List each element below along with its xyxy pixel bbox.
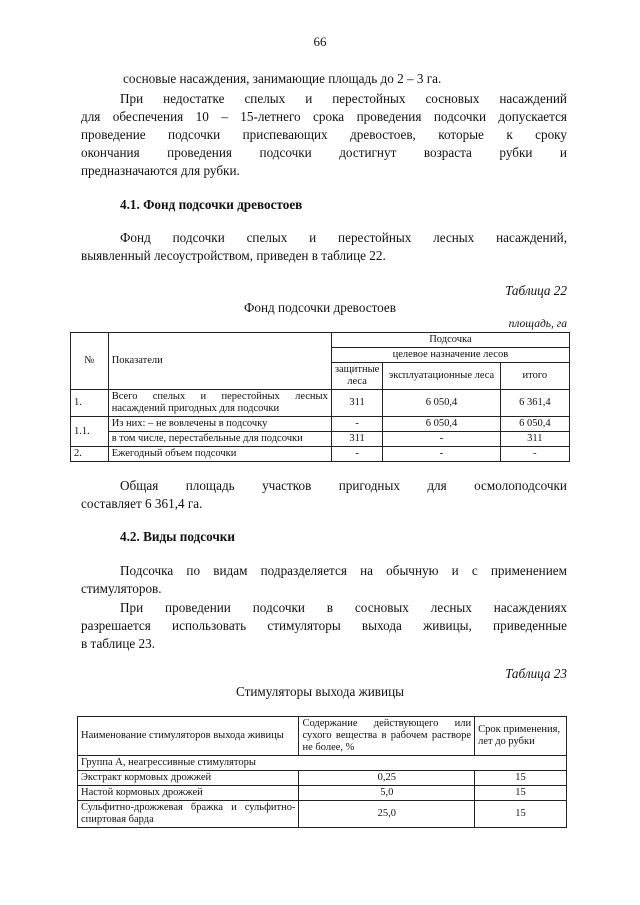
table-row <box>71 447 570 462</box>
group-label: Группа А, неагрессивные стимуляторы <box>78 756 567 771</box>
row-num: 2. <box>71 447 109 462</box>
row-content: 25,0 <box>299 801 475 828</box>
row-term: 15 <box>475 771 567 786</box>
text-line: Фонд подсочки спелых и перестойных лесных насаждений, <box>120 230 567 245</box>
row-value: - <box>331 417 382 432</box>
row-value: 311 <box>331 390 382 417</box>
text-line: Общая площадь участков пригодных для осмолоподсочки <box>120 478 567 493</box>
table-group-row <box>78 756 567 771</box>
header-col: защитные леса <box>331 363 382 390</box>
text-line: При проведении подсочки в сосновых лесных насаждениях <box>120 600 567 615</box>
table-row <box>71 432 570 447</box>
row-value: 6 361,4 <box>500 390 569 417</box>
row-value: - <box>383 432 500 447</box>
text-line: для обеспечения 10 – 15-летнего срока проведения подсочки допускается <box>81 109 567 124</box>
row-value: - <box>500 447 569 462</box>
text-line: окончания проведения подсочки достигнут возраста рубки и <box>81 145 567 160</box>
row-label: Из них: – не вовлечены в подсочку <box>108 417 331 432</box>
header-name: Наименование стимуляторов выхода живицы <box>78 717 299 756</box>
header-indicators: Показатели <box>108 333 331 390</box>
table-22-unit: площадь, га <box>508 318 567 330</box>
summary-paragraph <box>81 477 567 513</box>
header-num: № <box>71 333 109 390</box>
table-row <box>71 417 570 432</box>
text-line: разрешается использовать стимуляторы выхода живицы, приведенные <box>81 618 567 633</box>
text-line: При недостатке спелых и перестойных сосновых насаждений <box>120 91 567 106</box>
text-line: проведение подсочки приспевающих древостоев, которые к сроку <box>81 127 567 142</box>
table-22 <box>70 332 570 462</box>
row-label: Всего спелых и перестойных лесных насаждений пригодных для подсочки <box>108 390 331 417</box>
row-name: Настой кормовых дрожжей <box>78 786 299 801</box>
table-row <box>78 786 567 801</box>
table-header-row <box>71 333 570 348</box>
text-line: стимуляторов. <box>81 581 162 596</box>
header-col: эксплуатационные леса <box>383 363 500 390</box>
row-value: - <box>383 447 500 462</box>
text-line: выявленный лесоустройством, приведен в таблице 22. <box>81 248 386 263</box>
row-label: Ежегодный объем подсочки <box>108 447 331 462</box>
header-subgroup: целевое назначение лесов <box>331 348 569 363</box>
row-num: 1.1. <box>71 417 109 447</box>
row-value: - <box>331 447 382 462</box>
intro-paragraph <box>81 90 567 180</box>
row-name: Сульфитно-дрожжевая бражка и сульфитно-спиртовая барда <box>78 801 299 828</box>
text-line: составляет 6 361,4 га. <box>81 496 203 511</box>
section-4-2-paragraph-2 <box>81 599 567 653</box>
header-group: Подсочка <box>331 333 569 348</box>
section-heading-4-2: 4.2. Виды подсочки <box>120 529 235 544</box>
row-num: 1. <box>71 390 109 417</box>
row-term: 15 <box>475 786 567 801</box>
section-4-1-paragraph <box>81 229 567 265</box>
row-label: в том числе, перестабельные для подсочки <box>108 432 331 447</box>
table-22-caption: Таблица 22 <box>505 283 567 298</box>
text-line: в таблице 23. <box>81 636 156 651</box>
text-line: предназначаются для рубки. <box>81 163 240 178</box>
row-value: 6 050,4 <box>500 417 569 432</box>
row-content: 5,0 <box>299 786 475 801</box>
table-22-title: Фонд подсочки древостоев <box>243 300 397 315</box>
row-content: 0,25 <box>299 771 475 786</box>
intro-line: сосновые насаждения, занимающие площадь до 2 – 3 га. <box>123 71 442 86</box>
page-number: 66 <box>313 34 327 49</box>
table-23 <box>77 716 567 828</box>
row-term: 15 <box>475 801 567 828</box>
header-col: итого <box>500 363 569 390</box>
header-term: Срок применения, лет до рубки <box>475 717 567 756</box>
table-23-caption: Таблица 23 <box>505 666 567 681</box>
table-row <box>78 801 567 828</box>
section-4-2-paragraph-1 <box>81 562 567 598</box>
section-heading-4-1: 4.1. Фонд подсочки древостоев <box>120 197 303 212</box>
table-header-row <box>78 717 567 756</box>
table-23-title: Стимуляторы выхода живицы <box>235 684 404 699</box>
text-line: Подсочка по видам подразделяется на обычную и с применением <box>120 563 567 578</box>
row-value: 311 <box>500 432 569 447</box>
header-content: Содержание действующего или сухого вещества в рабочем растворе не более, % <box>299 717 475 756</box>
table-row <box>71 390 570 417</box>
table-row <box>78 771 567 786</box>
row-name: Экстракт кормовых дрожжей <box>78 771 299 786</box>
row-value: 6 050,4 <box>383 417 500 432</box>
row-value: 6 050,4 <box>383 390 500 417</box>
row-value: 311 <box>331 432 382 447</box>
